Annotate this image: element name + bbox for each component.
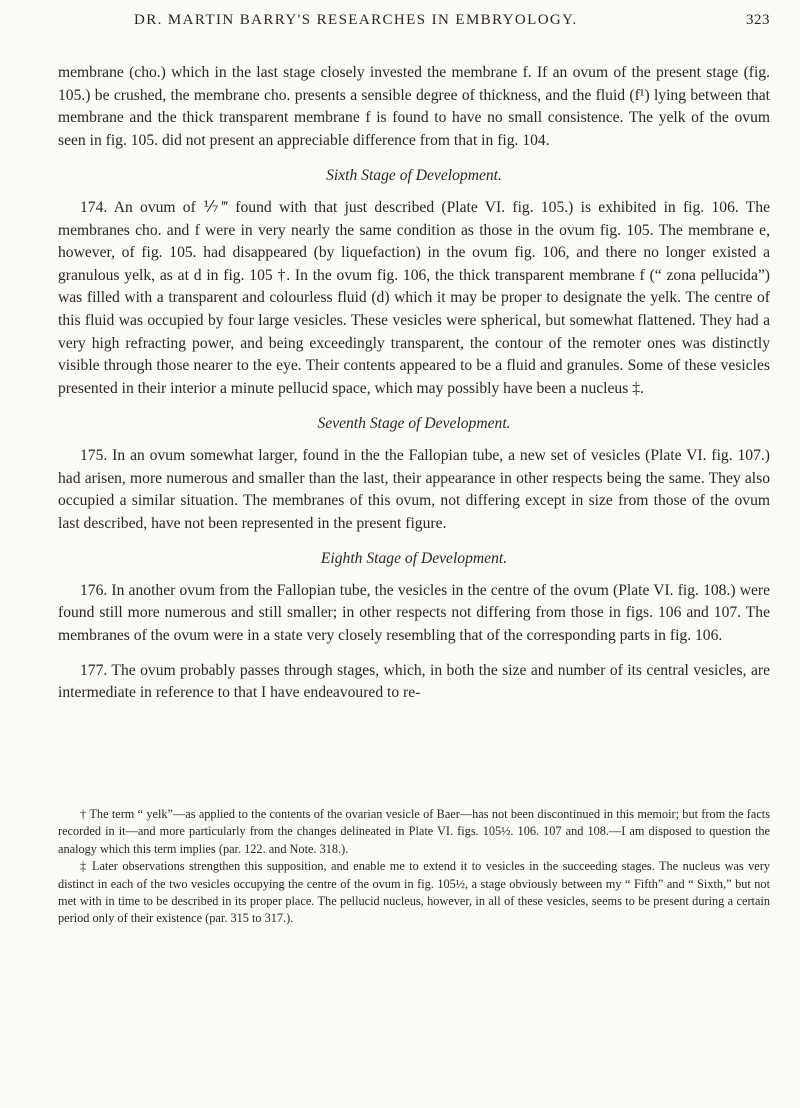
body-paragraph: membrane (cho.) which in the last stage closely invested the membrane f. If an ovum of the present stage (fig. 105.) be crushed, the membrane cho. presents a sensible degree of thickness, and the fluid (f¹) lying between that membrane and the thick transparent membrane f is found to have no small consistence. The yelk of the ovum seen in fig. 105. did not present an appreciable difference from that in fig. 104. — [58, 64, 770, 149]
footnote: † The term “ yelk”—as applied to the contents of the ovarian vesicle of Baer—has not been discontinued in this memoir; but from the facts recorded in it—and more particularly from the changes delineated in Plate VI. figs. 105½. 106. 107 and 108.—I am disposed to question the analogy which this term implies (par. 122. and Note. 318.). — [58, 807, 770, 856]
body-paragraph: 176. In another ovum from the Fallopian tube, the vesicles in the centre of the ovum (Plate VI. fig. 108.) were found still more numerous and still smaller; in other respects not differing from those in figs. 106 and 107. The membranes of the ovum were in a state very closely resembling that of the corresponding parts in fig. 106. — [58, 581, 770, 645]
section-heading: Seventh Stage of Development. — [317, 415, 511, 433]
body-paragraph: 177. The ovum probably passes through stages, which, in both the size and number of its central vesicles, are intermediate in reference to that I have endeavoured to re- — [58, 661, 770, 702]
footnotes — [58, 806, 770, 928]
body-paragraph: 175. In an ovum somewhat larger, found in the the Fallopian tube, a new set of vesicles (Plate VI. fig. 107.) had arisen, more numerous and smaller than the last, their appearance in other respects being the same. They also occupied a similar situation. The membranes of this ovum, not differing except in size from those of the ovum last described, have not been represented in the present figure. — [58, 446, 770, 532]
section-heading: Eighth Stage of Development. — [320, 550, 508, 568]
page-number: 323 — [746, 12, 770, 28]
page-header — [64, 10, 770, 36]
running-head: DR. MARTIN BARRY'S RESEARCHES IN EMBRYOLOGY. — [134, 12, 578, 28]
section-heading: Sixth Stage of Development. — [326, 167, 502, 185]
body-text — [58, 62, 770, 705]
paragraph-gap — [58, 648, 770, 660]
footnote: ‡ Later observations strengthen this supposition, and enable me to extend it to vesicles in the succeeding stages. The nucleus was very distinct in each of the two vesicles occupying the centre of the ovum in fig. 105½, a stage obviously between my “ Fifth” and “ Sixth,” but not met with in time to be described in its proper place. The pellucid nucleus, however, in all of these vesicles, seems to be present during a certain period only of their existence (par. 315 to 317.). — [58, 859, 770, 926]
body-paragraph: 174. An ovum of ⅐‴ found with that just described (Plate VI. fig. 105.) is exhibited in fig. 106. The membranes cho. and f were in very nearly the same condition as those in the ovum fig. 105. The membrane e, however, of fig. 105. had disappeared (by liquefaction) in the ovum fig. 106, and there no longer existed a granulous yelk, as at d in fig. 105 †. In the ovum fig. 106, the thick transparent membrane f (“ zona pellucida”) was filled with a transparent and colourless fluid (d) which it may be proper to designate the yelk. The centre of this fluid was occupied by four large vesicles. These vesicles were spherical, but somewhat flattened. They had a very high refracting power, and being exceedingly transparent, the contour of the remoter ones was distinctly visible through those nearer to the eye. Their contents appeared to be a fluid and granules. Some of these vesicles presented in their interior a minute pellucid space, which may possibly have been a nucleus ‡. — [58, 198, 770, 397]
